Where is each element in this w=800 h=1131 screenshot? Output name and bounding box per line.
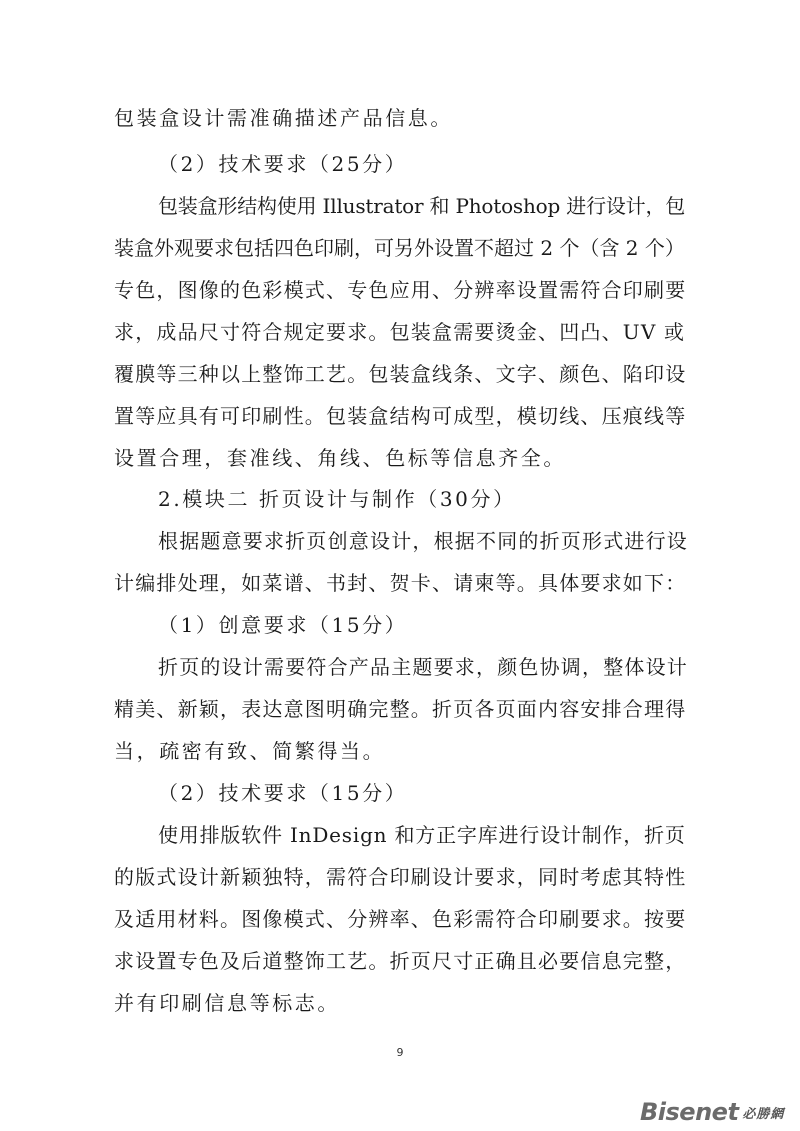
watermark-cn-text: 必勝網 <box>742 1106 785 1122</box>
module-heading: 2.模块二 折页设计与制作（30分） <box>158 487 516 511</box>
paragraph-line: 的版式设计新颖独特，需符合印刷设计要求，同时考虑其特性 <box>114 865 687 889</box>
paragraph-line: 求，成品尺寸符合规定要求。包装盒需要烫金、凹凸、UV 或 <box>114 320 686 344</box>
paragraph-line: 并有印刷信息等标志。 <box>114 991 340 1015</box>
page-number: 9 <box>396 1046 404 1059</box>
paragraph-line: 使用排版软件 InDesign 和方正字库进行设计制作，折页 <box>158 823 686 847</box>
paragraph-line: 当，疏密有致、简繁得当。 <box>114 739 386 763</box>
paragraph-line: 装盒外观要求包括四色印刷，可另外设置不超过 2 个（含 2 个） <box>114 236 685 260</box>
section-heading: （2）技术要求（25分） <box>158 152 408 176</box>
paragraph-line: 包装盒设计需准确描述产品信息。 <box>114 106 453 130</box>
paragraph-line: 根据题意要求折页创意设计，根据不同的折页形式进行设 <box>158 529 688 553</box>
watermark-logo-text: Bisenet <box>640 1098 739 1126</box>
paragraph-line: 专色，图像的色彩模式、专色应用、分辨率设置需符合印刷要 <box>114 278 687 302</box>
paragraph-line: 计编排处理，如菜谱、书封、贺卡、请柬等。具体要求如下： <box>114 571 687 595</box>
paragraph-line: 包装盒形结构使用 Illustrator 和 Photoshop 进行设计，包 <box>158 194 686 218</box>
paragraph-line: 设置合理，套准线、角线、色标等信息齐全。 <box>114 446 566 470</box>
paragraph-line: 覆膜等三种以上整饰工艺。包装盒线条、文字、颜色、陷印设 <box>114 362 687 386</box>
paragraph-line: 折页的设计需要符合产品主题要求，颜色协调，整体设计 <box>158 655 688 679</box>
section-heading: （2）技术要求（15分） <box>158 781 408 805</box>
watermark-logo <box>640 1097 796 1127</box>
paragraph-line: 置等应具有可印刷性。包装盒结构可成型，模切线、压痕线等 <box>114 404 687 428</box>
paragraph-line: 及适用材料。图像模式、分辨率、色彩需符合印刷要求。按要 <box>114 907 687 931</box>
paragraph-line: 求设置专色及后道整饰工艺。折页尺寸正确且必要信息完整， <box>114 949 687 973</box>
paragraph-line: 精美、新颖，表达意图明确完整。折页各页面内容安排合理得 <box>114 697 687 721</box>
section-heading: （1）创意要求（15分） <box>158 613 408 637</box>
